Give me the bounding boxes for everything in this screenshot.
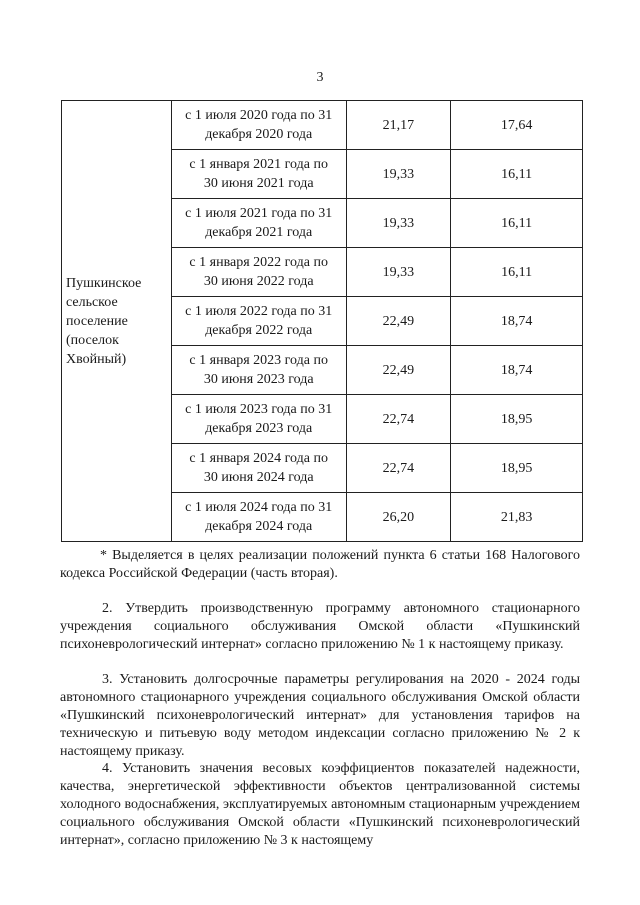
period-line: декабря 2022 года bbox=[205, 323, 313, 338]
period-line: с 1 января 2023 года по bbox=[189, 353, 328, 368]
paragraph-4: 4. Установить значения весовых коэффициентов показателей надежности, качества, энергетической эффективности объектов централизованной системы холодного водоснабжения, эксплуатируемых автономным стационарным учреждением социального обслуживания Омской области «Пушкинский психоневрологический интернат», согласно приложению № 3 к настоящему bbox=[60, 761, 580, 848]
page-number: 3 bbox=[316, 70, 324, 85]
settlement-line: (поселок bbox=[66, 332, 119, 348]
tariff-value-cell: 22,74 bbox=[346, 395, 451, 444]
period-line: декабря 2020 года bbox=[205, 127, 313, 142]
period-line: с 1 января 2021 года по bbox=[189, 157, 328, 172]
period-line: с 1 июля 2023 года по 31 bbox=[185, 402, 333, 417]
table-footnote: * Выделяется в целях реализации положений пункта 6 статьи 168 Налогового кодекса Российской Федерации (часть вторая). bbox=[60, 548, 580, 581]
settlement-line: Хвойный) bbox=[66, 351, 127, 367]
tariff-value-cell: 21,17 bbox=[346, 101, 451, 150]
period-cell bbox=[171, 101, 346, 150]
period-line: с 1 июля 2020 года по 31 bbox=[185, 108, 333, 123]
tariff-value-cell: 19,33 bbox=[346, 199, 451, 248]
period-cell bbox=[171, 444, 346, 493]
paragraph-2: 2. Утвердить производственную программу автономного стационарного учреждения социального обслуживания Омской области «Пушкинский психоневрологический интернат» согласно приложению № 1 к настоящему приказу. bbox=[60, 601, 580, 652]
period-cell bbox=[171, 395, 346, 444]
tariff-value-cell: 16,11 bbox=[451, 248, 583, 297]
period-cell bbox=[171, 150, 346, 199]
settlement-line: сельское bbox=[66, 294, 118, 310]
tariff-table bbox=[61, 100, 583, 542]
period-line: декабря 2023 года bbox=[205, 421, 313, 436]
tariff-value-cell: 17,64 bbox=[451, 101, 583, 150]
period-line: декабря 2024 года bbox=[205, 519, 313, 534]
period-cell bbox=[171, 346, 346, 395]
tariff-value-cell: 16,11 bbox=[451, 199, 583, 248]
tariff-value-cell: 22,49 bbox=[346, 346, 451, 395]
settlement-line: поселение bbox=[66, 313, 128, 329]
period-line: с 1 июля 2024 года по 31 bbox=[185, 500, 333, 515]
tariff-value-cell: 18,95 bbox=[451, 395, 583, 444]
tariff-value-cell: 18,74 bbox=[451, 297, 583, 346]
period-line: 30 июня 2021 года bbox=[203, 176, 314, 191]
period-line: 30 июня 2022 года bbox=[203, 274, 314, 289]
period-line: с 1 января 2022 года по bbox=[189, 255, 328, 270]
tariff-value-cell: 21,83 bbox=[451, 493, 583, 542]
period-cell bbox=[171, 297, 346, 346]
tariff-value-cell: 18,74 bbox=[451, 346, 583, 395]
paragraph-3: 3. Установить долгосрочные параметры регулирования на 2020 - 2024 годы автономного стационарного учреждения социального обслуживания Омской области «Пушкинский психоневрологический интернат» для установления тарифов на техническую и питьевую воду методом индексации согласно приложению № 2 к настоящему приказу. bbox=[60, 672, 580, 759]
tariff-value-cell: 19,33 bbox=[346, 248, 451, 297]
period-line: с 1 июля 2022 года по 31 bbox=[185, 304, 333, 319]
table-row bbox=[62, 101, 583, 150]
settlement-line: Пушкинское bbox=[66, 275, 142, 291]
tariff-value-cell: 26,20 bbox=[346, 493, 451, 542]
tariff-value-cell: 19,33 bbox=[346, 150, 451, 199]
period-line: 30 июня 2023 года bbox=[203, 372, 314, 387]
period-line: с 1 января 2024 года по bbox=[189, 451, 328, 466]
period-cell bbox=[171, 199, 346, 248]
tariff-value-cell: 22,74 bbox=[346, 444, 451, 493]
period-line: с 1 июля 2021 года по 31 bbox=[185, 206, 333, 221]
period-cell bbox=[171, 493, 346, 542]
period-line: декабря 2021 года bbox=[205, 225, 313, 240]
tariff-value-cell: 16,11 bbox=[451, 150, 583, 199]
tariff-value-cell: 22,49 bbox=[346, 297, 451, 346]
period-line: 30 июня 2024 года bbox=[203, 470, 314, 485]
settlement-cell bbox=[62, 101, 172, 542]
tariff-value-cell: 18,95 bbox=[451, 444, 583, 493]
period-cell bbox=[171, 248, 346, 297]
